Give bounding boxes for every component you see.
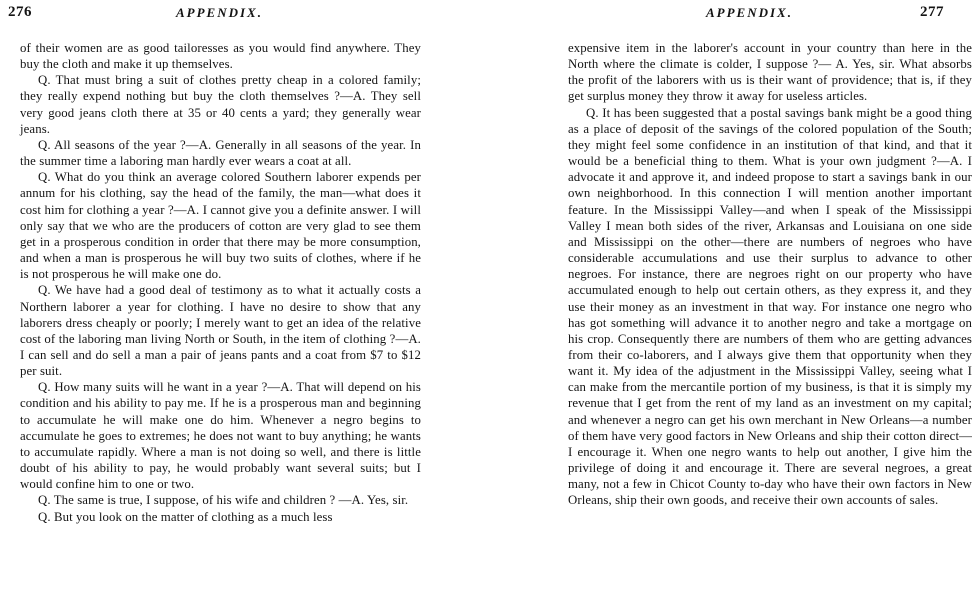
- paragraph: expensive item in the laborer's account in your country than here in the North where the climate is colder, I suppose ?— A. Yes, sir. What absorbs the profit of the laborers with us is their want of providence; that is, if they get surplus money they throw it away for useless articles.: [568, 41, 972, 104]
- paragraph: Q. That must bring a suit of clothes pretty cheap in a colored family; they really expend nothing but buy the cloth themselves ?—A. They sell very good jeans cloth there at 35 or 40 cents a yard; they generally wear jeans.: [20, 73, 421, 136]
- left-running-title: APPENDIX.: [176, 5, 263, 20]
- right-page-body: [568, 40, 972, 509]
- right-page-number: 277: [920, 4, 944, 20]
- paragraph: Q. All seasons of the year ?—A. Generally in all seasons of the year. In the summer time a laboring man hardly ever wears a coat at all.: [20, 137, 421, 169]
- paragraph: Q. But you look on the matter of clothing as a much less: [38, 509, 333, 524]
- paragraph: Q. It has been suggested that a postal savings bank might be a good thing as a place of deposit of the savings of the colored population of the South; they might feel some confidence in an institution of that kind, and that it would be a beneficial thing to them. What is your own judgment ?—A. I advocate it and approve it, and indeed propose to start a savings bank in our own neighborhood. In this connection I will mention another important feature. In the Mississippi Valley—and when I speak of the Mississippi Valley I mean both sides of the river, Arkansas and Louisiana on one side and Mississippi on the other—there are numbers of negroes who have considerable accumulations and use their surplus to advance to other negroes. For instance, there are negroes right on our property who have accumulated enough to help out certain others, as they express it, and they use their money as an investment in that way. For instance one negro who has got something will advance it to another negro and take a mortgage on his crop. Consequently there are numbers of them who are getting advances from their co-laborers, and I always give them that opportunity when they want it. My idea of the adjustment in the Mississippi Valley, seeing what I can make from the mercantile portion of my business, is that it is simply my revenue that I get from the rent of my land as an investment on my capital; and whenever a negro can get his own merchant in New Orleans—a number of them have very good factors in New Orleans and ship their cotton direct—I encourage it. When one negro wants to help out another, I give him the privilege of doing it and encourage it. There are several negroes, a great many, not a few in Chicot County to-day who have their own factors in New Orleans, ship their own goods, and receive their own accounts of sales.: [568, 105, 972, 508]
- right-running-title: APPENDIX.: [706, 5, 793, 20]
- paragraph: Q. What do you think an average colored Southern laborer expends per annum for his clothing, say the head of the family, the man—what does it cost him for clothing a year ?—A. I cannot give you a definite answer. I will only say that we who are the producers of cotton are very glad to see them get in a prosperous condition in order that there may be more consumption, and when a man is prosperous he will buy two suits of clothes, where if he is not prosperous he will make one do.: [20, 170, 421, 282]
- paragraph: Q. The same is true, I suppose, of his wife and children ? —A. Yes, sir.: [38, 493, 409, 508]
- paragraph: Q. How many suits will he want in a year ?—A. That will depend on his condition and his ability to pay me. If he is a prosperous man and beginning to accumulate he will make one do him. Whenever a negro begins to accumulate he goes to extremes; he does not want to buy anything; he wants to accumulate rapidly. Where a man is not doing so well, and there is little doubt of his ability to pay, he would probably want several suits; but I would confine him to one or two.: [20, 380, 421, 492]
- right-page: [540, 0, 980, 608]
- left-page-body: [20, 40, 421, 525]
- paragraph: Q. We have had a good deal of testimony as to what it actually costs a Northern laborer a year for clothing. I have no desire to show that any laborers dress cheaply or poorly; I merely want to get an idea of the relative cost of the laboring man living North or South, in the item of clothing ?—A. I can sell and do sell a man a pair of jeans pants and a coat from $7 to $12 per suit.: [20, 283, 421, 379]
- page-gutter: [440, 0, 540, 608]
- paragraph: of their women are as good tailoresses as you would find anywhere. They buy the cloth and make it up themselves.: [20, 41, 421, 72]
- left-page-header: [0, 0, 440, 26]
- left-page: [0, 0, 440, 608]
- right-page-header: [540, 0, 980, 26]
- left-page-number: 276: [8, 4, 32, 20]
